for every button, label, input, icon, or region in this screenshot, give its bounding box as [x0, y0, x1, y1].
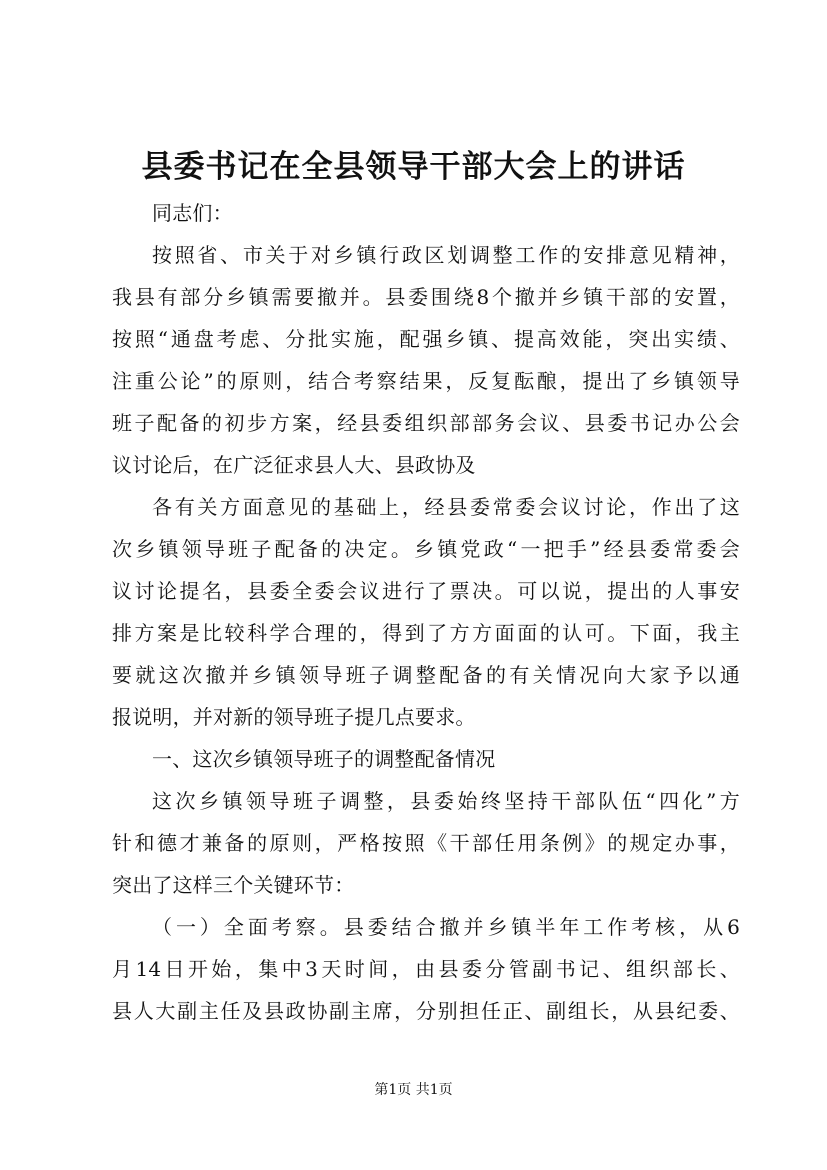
document-title: 县委书记在全县领导干部大会上的讲话: [141, 149, 686, 185]
paragraph-line: 班子配备的初步方案，经县委组织部部务会议、县委书记办公会: [112, 411, 740, 435]
paragraph-line: 报说明，并对新的领导班子提几点要求。: [112, 705, 476, 729]
paragraph-line: 议讨论提名，县委全委会议进行了票决。可以说，提出的人事安: [112, 579, 740, 603]
paragraph-line: 按照“通盘考虑、分批实施，配强乡镇、提高效能，突出实绩、: [112, 327, 740, 351]
paragraph-line: 针和德才兼备的原则，严格按照《干部任用条例》的规定办事，: [112, 831, 740, 855]
paragraph-line: 排方案是比较科学合理的，得到了方方面面的认可。下面，我主: [112, 621, 740, 645]
paragraph-line: 按照省、市关于对乡镇行政区划调整工作的安排意见精神，: [152, 243, 740, 267]
paragraph-line: 突出了这样三个关键环节：: [112, 873, 355, 897]
paragraph-line: 月14日开始，集中3天时间，由县委分管副书记、组织部长、: [112, 957, 740, 981]
paragraph-line: 议讨论后，在广泛征求县人大、县政协及: [112, 453, 476, 477]
page-footer: 第1页 共1页: [374, 1082, 453, 1098]
paragraph-line: 这次乡镇领导班子调整，县委始终坚持干部队伍“四化”方: [152, 789, 740, 813]
document-body: [112, 192, 740, 1032]
paragraph-line: 次乡镇领导班子配备的决定。乡镇党政“一把手”经县委常委会: [112, 537, 740, 561]
paragraph-line: 要就这次撤并乡镇领导班子调整配备的有关情况向大家予以通: [112, 663, 740, 687]
paragraph-line: （一）全面考察。县委结合撤并乡镇半年工作考核，从6: [152, 915, 740, 939]
paragraph-line: 各有关方面意见的基础上，经县委常委会议讨论，作出了这: [152, 495, 740, 519]
salutation-line: 同志们：: [152, 201, 233, 225]
section-heading: 一、这次乡镇领导班子的调整配备情况: [152, 747, 496, 771]
paragraph-line: 注重公论”的原则，结合考察结果，反复酝酿，提出了乡镇领导: [112, 369, 740, 393]
paragraph-line: 县人大副主任及县政协副主席，分别担任正、副组长，从县纪委、: [112, 999, 740, 1023]
paragraph-line: 我县有部分乡镇需要撤并。县委围绕8个撤并乡镇干部的安置，: [112, 285, 740, 309]
